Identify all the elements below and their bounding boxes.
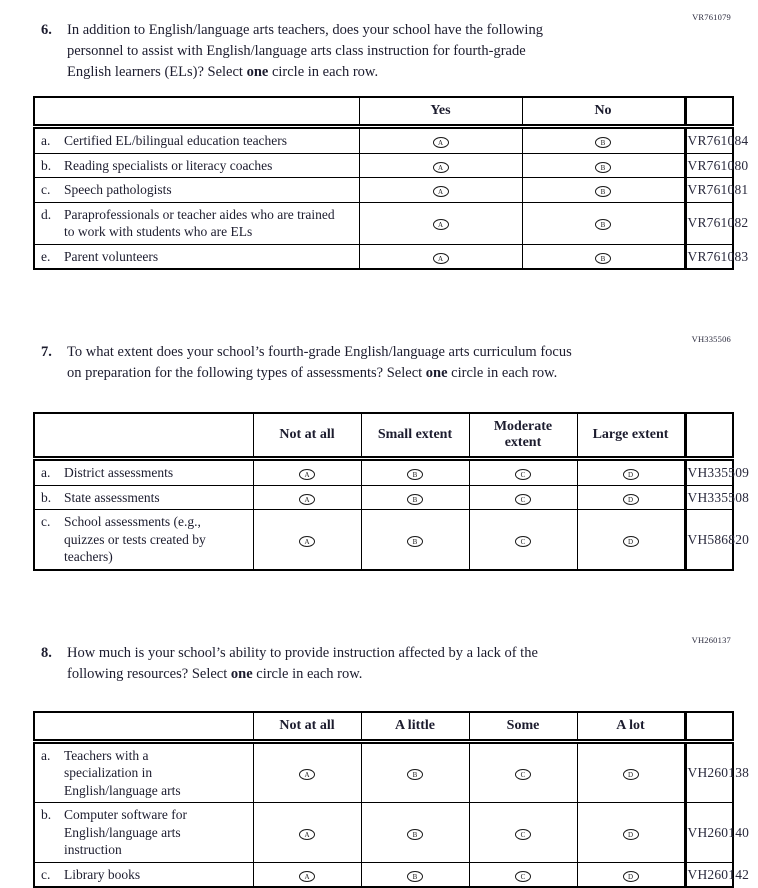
row-letter: a. [41,464,64,482]
question-number: 6. [41,20,52,41]
answer-bubble-d[interactable]: D [623,536,639,547]
answer-bubble-b[interactable]: B [595,162,611,173]
answer-bubble-d[interactable]: D [623,871,639,882]
question7-response-table [33,412,734,571]
answer-bubble-a[interactable]: A [299,536,315,547]
answer-bubble-a[interactable]: A [299,469,315,480]
column-header-yes: Yes [359,97,522,127]
column-header-moderate-extent: Moderate extent [469,413,577,459]
column-header-a-little: A little [361,712,469,742]
empty-header-cell [34,413,253,459]
variable-code: VH260137 [692,630,731,651]
answer-bubble-a[interactable]: A [433,219,449,230]
row-label: Parent volunteers [64,248,344,266]
question8-response-table [33,711,734,888]
row-variable-code: VH260140 [685,803,733,863]
answer-bubble-a[interactable]: A [433,137,449,148]
row-label: Reading specialists or literacy coaches [64,157,344,175]
column-header-small-extent: Small extent [361,413,469,459]
empty-code-header-cell [685,413,733,459]
table-row [34,244,733,269]
answer-bubble-b[interactable]: B [595,137,611,148]
answer-bubble-a[interactable]: A [299,829,315,840]
answer-bubble-d[interactable]: D [623,829,639,840]
row-letter: b. [41,157,64,175]
question-text-line: To what extent does your school’s fourth-grade English/language arts curriculum focus [67,342,733,363]
row-letter: c. [41,513,64,566]
table-row [34,202,733,244]
empty-code-header-cell [685,97,733,127]
answer-bubble-a[interactable]: A [433,186,449,197]
row-variable-code: VR761084 [685,127,733,154]
answer-bubble-c[interactable]: C [515,494,531,505]
table-row [34,153,733,178]
answer-bubble-a[interactable]: A [433,253,449,264]
answer-bubble-b[interactable]: B [407,769,423,780]
row-letter: a. [41,747,64,800]
row-variable-code: VR761083 [685,244,733,269]
empty-code-header-cell [685,712,733,742]
table-row [34,803,733,863]
empty-header-cell [34,97,359,127]
question-text-line: English learners (ELs)? Select one circle in each row. [67,62,733,83]
question-text-line: How much is your school’s ability to provide instruction affected by a lack of the [67,643,733,664]
row-variable-code: VR761082 [685,202,733,244]
row-letter: b. [41,489,64,507]
answer-bubble-a[interactable]: A [299,494,315,505]
answer-bubble-c[interactable]: C [515,536,531,547]
answer-bubble-b[interactable]: B [407,536,423,547]
variable-code: VR761079 [692,7,731,28]
answer-bubble-d[interactable]: D [623,769,639,780]
row-variable-code: VH260138 [685,741,733,803]
row-label: Library books [64,866,216,884]
variable-code: VH335506 [692,329,731,350]
table-header-row [34,712,733,742]
row-letter: c. [41,866,64,884]
row-letter: a. [41,132,64,150]
table-row [34,741,733,803]
column-header-no: No [522,97,685,127]
row-variable-code: VH260142 [685,862,733,887]
answer-bubble-b[interactable]: B [407,871,423,882]
question-text-line: on preparation for the following types of assessments? Select one circle in each row. [67,363,733,384]
answer-bubble-c[interactable]: C [515,871,531,882]
answer-bubble-b[interactable]: B [407,829,423,840]
question6-response-table [33,96,734,270]
row-variable-code: VR761080 [685,153,733,178]
row-variable-code: VR761081 [685,178,733,203]
answer-bubble-b[interactable]: B [595,186,611,197]
row-letter: d. [41,206,64,241]
answer-bubble-b[interactable]: B [595,253,611,264]
empty-header-cell [34,712,253,742]
row-variable-code: VH586820 [685,510,733,570]
column-header-not-at-all: Not at all [253,413,361,459]
answer-bubble-a[interactable]: A [299,769,315,780]
table-row [34,459,733,486]
answer-bubble-b[interactable]: B [595,219,611,230]
row-label: State assessments [64,489,236,507]
question-6 [33,20,733,83]
row-label: Paraprofessionals or teacher aides who are trained to work with students who are ELs [64,206,344,241]
question-8 [33,643,733,685]
column-header-not-at-all: Not at all [253,712,361,742]
row-letter: b. [41,806,64,859]
row-label: District assessments [64,464,236,482]
answer-bubble-c[interactable]: C [515,829,531,840]
table-header-row [34,97,733,127]
table-row [34,127,733,154]
table-row [34,510,733,570]
table-row [34,485,733,510]
row-label: Computer software for English/language arts instruction [64,806,216,859]
answer-bubble-d[interactable]: D [623,494,639,505]
question-number: 7. [41,342,52,363]
row-label: Certified EL/bilingual education teachers [64,132,344,150]
answer-bubble-c[interactable]: C [515,469,531,480]
answer-bubble-b[interactable]: B [407,469,423,480]
answer-bubble-c[interactable]: C [515,769,531,780]
answer-bubble-a[interactable]: A [433,162,449,173]
column-header-some: Some [469,712,577,742]
question-number: 8. [41,643,52,664]
row-letter: c. [41,181,64,199]
row-label: Teachers with a specialization in English/language arts [64,747,216,800]
table-row [34,862,733,887]
row-label: Speech pathologists [64,181,344,199]
row-label: School assessments (e.g., quizzes or tests created by teachers) [64,513,236,566]
row-variable-code: VH335509 [685,459,733,486]
answer-bubble-b[interactable]: B [407,494,423,505]
question-text-line: In addition to English/language arts teachers, does your school have the following [67,20,733,41]
column-header-a-lot: A lot [577,712,685,742]
question-7 [33,342,733,384]
question-text-line: personnel to assist with English/language arts class instruction for fourth-grade [67,41,733,62]
column-header-large-extent: Large extent [577,413,685,459]
table-row [34,178,733,203]
answer-bubble-d[interactable]: D [623,469,639,480]
question-text-line: following resources? Select one circle in each row. [67,664,733,685]
row-letter: e. [41,248,64,266]
table-header-row [34,413,733,459]
answer-bubble-a[interactable]: A [299,871,315,882]
row-variable-code: VH335508 [685,485,733,510]
